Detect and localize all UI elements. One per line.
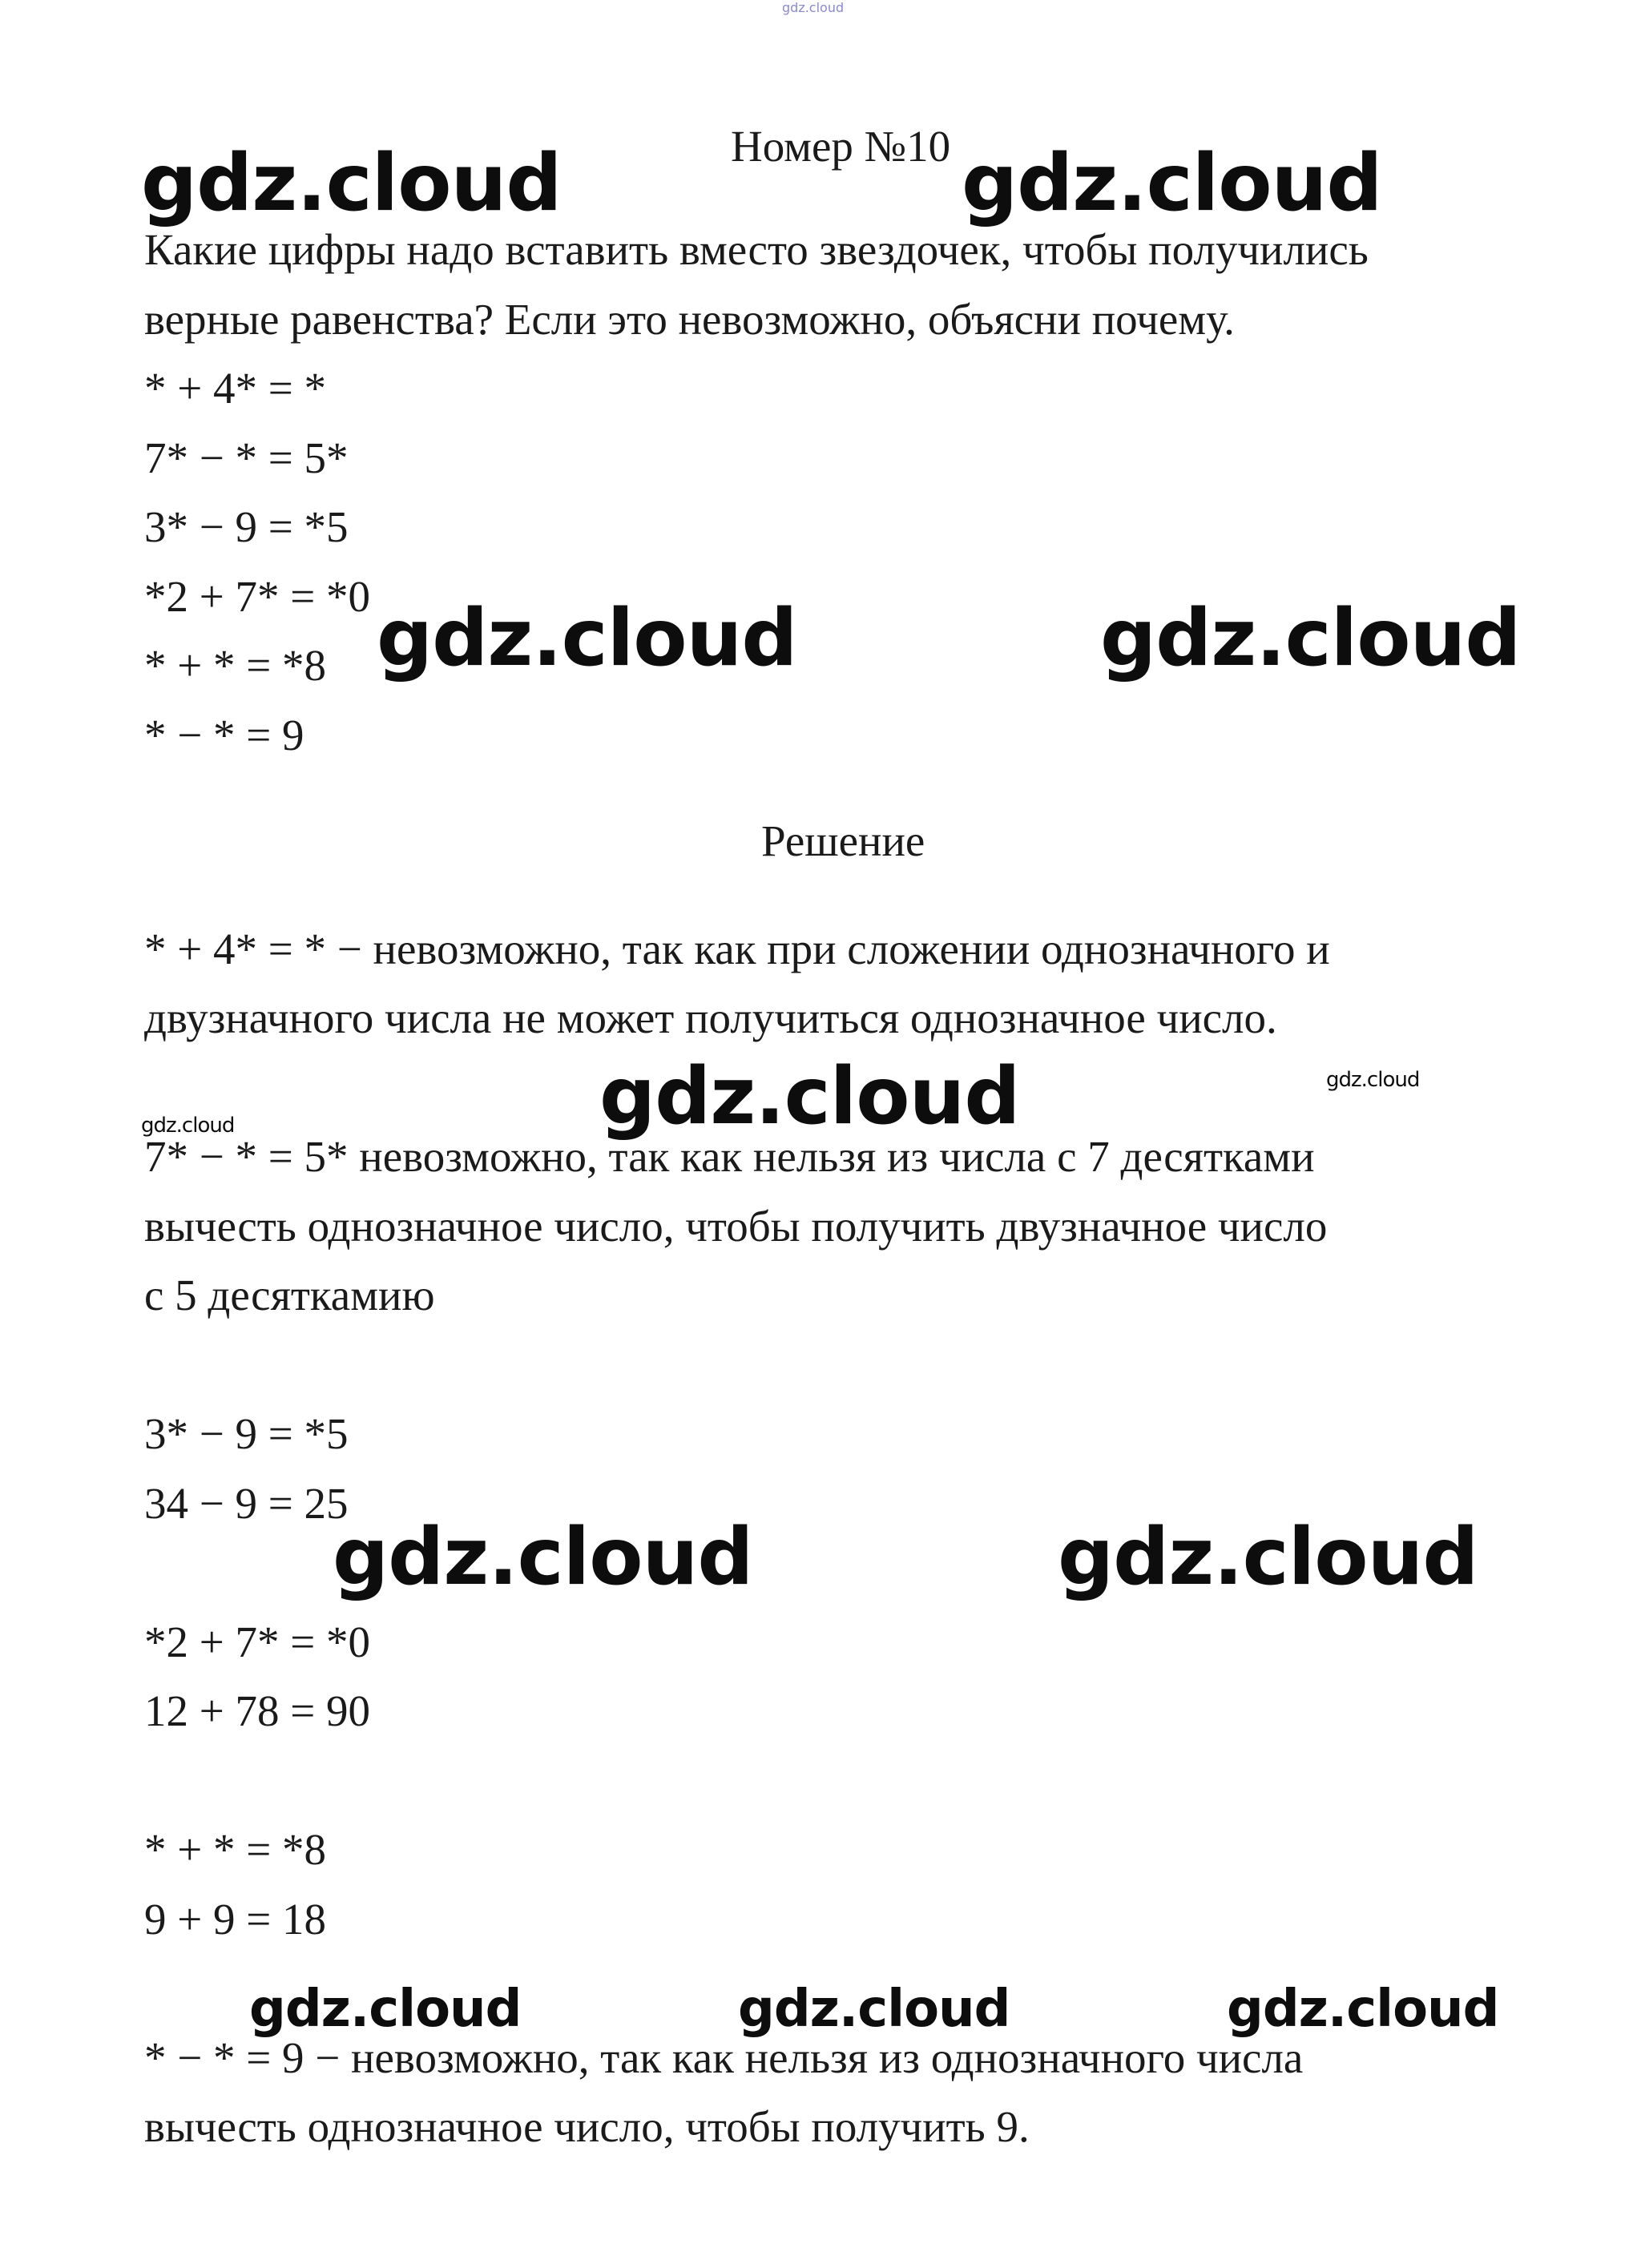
watermark: gdz.cloud [141,138,562,229]
task-text-line-1: Какие цифры надо вставить вместо звездочек, чтобы получились [144,225,1369,274]
task-equation: 7* − * = 5* [144,433,349,482]
watermark: gdz.cloud [377,593,797,684]
task-equation: * + * = *8 [144,641,327,690]
watermark: gdz.cloud [333,1512,753,1603]
watermark: gdz.cloud [599,1051,1020,1142]
solution-item-2-line-1: 7* − * = 5* невозможно, так как нельзя из числа с 7 десятками [144,1132,1315,1181]
page-title: Номер №10 [731,122,951,171]
solution-item-5-equation: * + * = *8 [144,1825,327,1874]
solution-item-2-line-3: с 5 десяткамию [144,1271,435,1319]
task-equation: * − * = 9 [144,711,304,759]
watermark: gdz.cloud [1326,1068,1420,1092]
watermark: gdz.cloud [141,1114,235,1138]
solution-item-6-line-2: вычесть однозначное число, чтобы получить 9. [144,2102,1030,2151]
watermark: gdz.cloud [1227,1980,1499,2039]
solution-item-6-line-1: * − * = 9 − невозможно, так как нельзя из однозначного числа [144,2033,1304,2082]
watermark: gdz.cloud [962,138,1382,229]
solution-item-2-line-2: вычесть однозначное число, чтобы получить двузначное число [144,1202,1328,1251]
task-equation: *2 + 7* = *0 [144,572,371,621]
task-equation: * + 4* = * [144,364,327,413]
top-watermark: gdz.cloud [782,0,845,15]
watermark: gdz.cloud [738,1980,1010,2039]
solution-item-5-answer: 9 + 9 = 18 [144,1895,327,1944]
solution-item-1-line-1: * + 4* = * − невозможно, так как при сложении однозначного и [144,925,1330,973]
task-text-line-2: верные равенства? Если это невозможно, объясни почему. [144,295,1235,344]
watermark: gdz.cloud [1058,1512,1478,1603]
watermark: gdz.cloud [1100,593,1521,684]
watermark: gdz.cloud [249,1980,522,2039]
solution-item-3-equation: 3* − 9 = *5 [144,1409,349,1458]
solution-item-4-answer: 12 + 78 = 90 [144,1686,371,1735]
solution-item-4-equation: *2 + 7* = *0 [144,1617,371,1666]
solution-heading: Решение [761,816,925,865]
solution-item-1-line-2: двузначного числа не может получиться однозначное число. [144,993,1277,1042]
solution-item-3-answer: 34 − 9 = 25 [144,1479,349,1528]
task-equation: 3* − 9 = *5 [144,502,349,551]
